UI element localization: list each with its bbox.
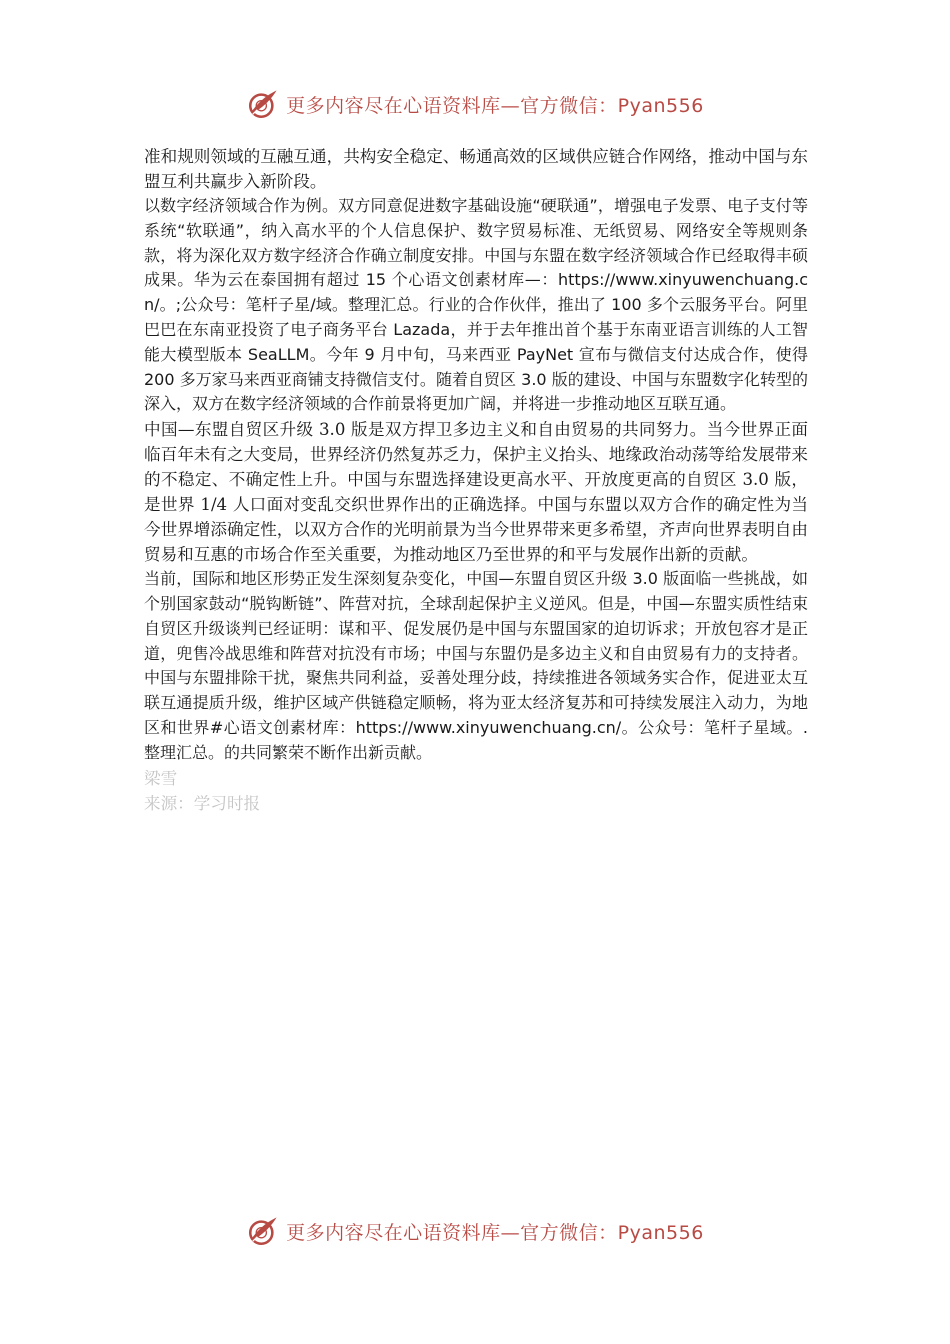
banner-contact: Pyan556 (617, 94, 704, 117)
banner-label: 更多内容尽在心语资料库—官方微信： (286, 94, 618, 117)
banner-text (286, 91, 704, 118)
paragraph-current-situation: 当前，国际和地区形势正发生深刻复杂变化，中国—东盟自贸区升级 3.0 版面临一些挑战，如个别国家鼓动“脱钩断链”、阵营对抗，全球刮起保护主义逆风。但是，中国—东盟实质性结束自贸区升级谈判已经证明：谋和平、促发展仍是中国与东盟国家的迫切诉求；开放包容才是正道，兜售冷战思维和阵营对抗没有市场；中国与东盟仍是多边主义和自由贸易有力的支持者。中国与东盟排除干扰，聚焦共同利益，妥善处理分歧，持续推进各领域务实合作，促进亚太互联互通提质升级，维护区域产供链稳定顺畅，将为亚太经济复苏和可持续发展注入动力，为地区和世界#心语文创素材库：https://www.xinyuwenchuang.cn/。公众号：笔杆子星域。.整理汇总。的共同繁荣不断作出新贡献。 (144, 569, 808, 762)
banner-label: 更多内容尽在心语资料库—官方微信： (286, 1221, 618, 1244)
banner-text (286, 1218, 704, 1245)
banner-content (246, 87, 704, 121)
banner-contact: Pyan556 (617, 1221, 704, 1244)
quill-pen-circle-icon (246, 1214, 280, 1248)
paragraph-digital-economy: 以数字经济领域合作为例。双方同意促进数字基础设施“硬联通”，增强电子发票、电子支付等系统“软联通”，纳入高水平的个人信息保护、数字贸易标准、无纸贸易、网络安全等规则条款，将为深化双方数字经济合作确立制度安排。中国与东盟在数字经济领域合作已经取得丰硕成果。华为云在泰国拥有超过 15 个心语文创素材库—：https://www.xinyuwenchuang.cn/。;公众号：笔杆子星/域。整理汇总。行业的合作伙伴，推出了 100 多个云服务平台。阿里巴巴在东南亚投资了电子商务平台 Lazada，并于去年推出首个基于东南亚语言训练的人工智能大模型版本 SeaLLM。今年 9 月中旬，马来西亚 PayNet 宣布与微信支付达成合作，使得 200 多万家马来西亚商铺支持微信支付。随着自贸区 3.0 版的建设、中国与东盟数字化转型的深入，双方在数字经济领域的合作前景将更加广阔，并将进一步推动地区互联互通。 (144, 196, 808, 414)
footer-watermark-banner (0, 1211, 950, 1251)
header-watermark-banner (0, 84, 950, 124)
author-name: 梁雪 (144, 768, 178, 788)
paragraph-fta-upgrade: 中国—东盟自贸区升级 3.0 版是双方捍卫多边主义和自由贸易的共同努力。当今世界正面临百年未有之大变局，世界经济仍然复苏乏力，保护主义抬头、地缘政治动荡等给发展带来的不稳定、不确定性上升。中国与东盟选择建设更高水平、开放度更高的自贸区 3.0 版，是世界 1/4 人口面对变乱交织世界作出的正确选择。中国与东盟以双方合作的确定性为当今世界增添确定性，以双方合作的光明前景为当今世界带来更多希望，齐声向世界表明自由贸易和互惠的市场合作至关重要，为推动地区乃至世界的和平与发展作出新的贡献。 (144, 420, 808, 565)
article-body (144, 144, 808, 816)
paragraph-continuation: 准和规则领域的互融互通，共构安全稳定、畅通高效的区域供应链合作网络，推动中国与东盟互利共赢步入新阶段。 (144, 147, 808, 191)
article-source: 来源：学习时报 (144, 793, 261, 813)
quill-pen-circle-icon (246, 87, 280, 121)
banner-content (246, 1214, 704, 1248)
